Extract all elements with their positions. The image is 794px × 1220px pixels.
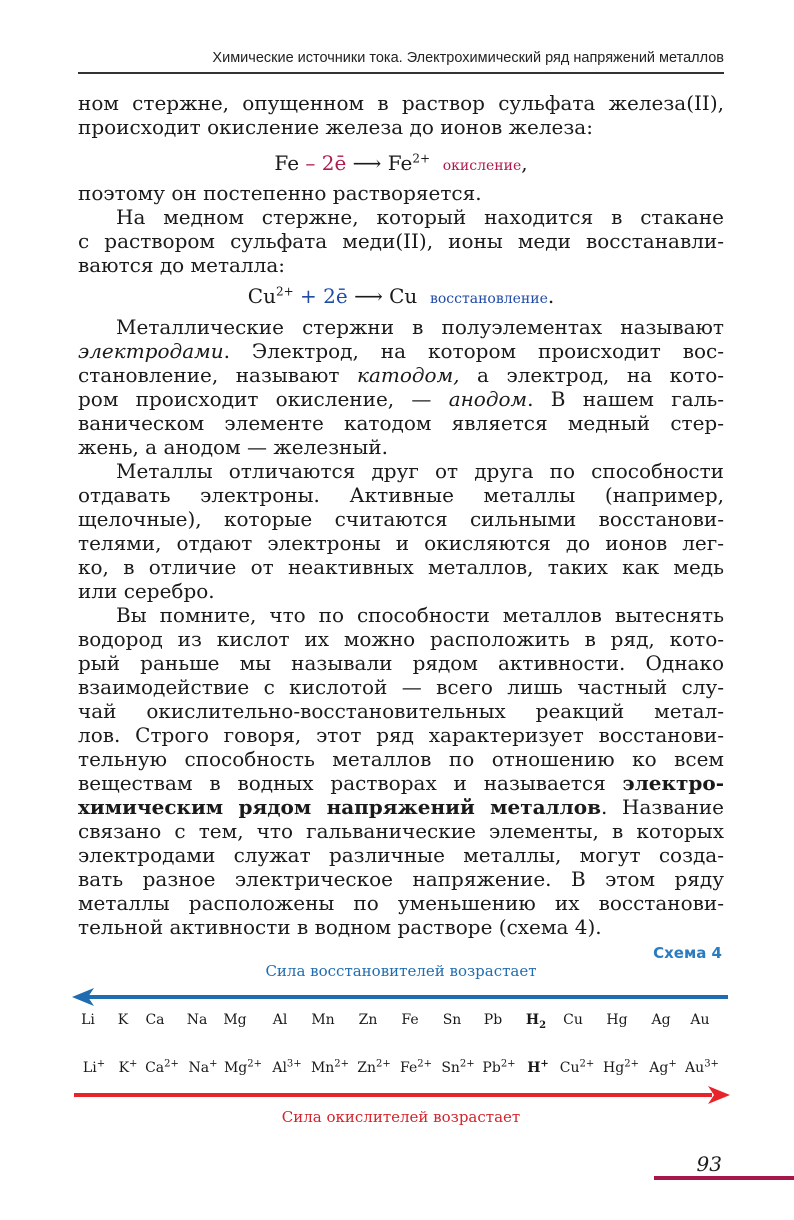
charge: 2+ — [275, 284, 294, 299]
metal-symbol: Li — [81, 1012, 95, 1028]
paragraph-line: вать разное электрическое напряжение. В этом ряду — [78, 867, 724, 891]
paragraph-line: с раствором сульфата меди(II), ионы меди восстанавли- — [78, 229, 724, 253]
metal-symbol: Au — [690, 1012, 710, 1028]
metal-symbol: Fe — [401, 1012, 419, 1028]
ion-symbol: $Hg^{2+}$ — [603, 1058, 639, 1076]
paragraph-line: поэтому он постепенно растворяется. — [78, 181, 482, 205]
paragraph-line: ваническом элементе катодом является медный стер- — [78, 411, 724, 435]
electron-term: + 2ē — [300, 284, 348, 308]
paragraph-line: лов. Строго говоря, этот ряд характеризует восстанови- — [78, 723, 724, 747]
paragraph-line: тельную способность металлов по отношению ко всем — [78, 747, 724, 771]
metal-symbol: Al — [272, 1012, 288, 1028]
reduction-label: восстановление — [430, 291, 548, 307]
metal-symbol: Ca — [145, 1012, 165, 1028]
oxidation-label: окисление — [442, 158, 522, 174]
charge: 2+ — [412, 151, 431, 166]
paragraph-line: Металлы отличаются друг от друга по способности — [116, 459, 724, 483]
paragraph-line: щелочные), которые считаются сильными восстанови- — [78, 507, 724, 531]
ion-symbol: $Ca^{2+}$ — [145, 1058, 179, 1076]
oxidizers-caption: Сила окислителей возрастает — [281, 1108, 521, 1126]
metal-symbol: Zn — [358, 1012, 378, 1028]
reduction-equation: $Cu^{2+}$ + 2ē ⟶ Cu восстановление. — [247, 284, 555, 308]
metal-symbol: Hg — [606, 1012, 628, 1028]
oxidation-equation: Fe – 2ē ⟶ $Fe^{2+}$ окисление, — [274, 151, 528, 175]
ion-symbol: $Au^{3+}$ — [685, 1058, 719, 1076]
metal-symbol: Mn — [311, 1012, 335, 1028]
cu-ion: Cu — [247, 284, 276, 308]
reducing-strength-arrow — [70, 986, 732, 1008]
paragraph-line: жень, а анодом — железный. — [78, 435, 388, 459]
reducers-caption: Сила восстановителей возрастает — [265, 962, 537, 980]
header-rule — [78, 72, 724, 74]
paragraph-line: Вы помните, что по способности металлов вытеснять — [116, 603, 724, 627]
paragraph-line: водород из кислот их можно расположить в ряд, кото- — [78, 627, 724, 651]
metal-symbol: Sn — [442, 1012, 462, 1028]
paragraph-line: происходит окисление железа до ионов железа: — [78, 115, 593, 139]
paragraph-line: На медном стержне, который находится в стакане — [116, 205, 724, 229]
paragraph-line: электродами. Электрод, на котором происходит вос- — [78, 339, 724, 363]
paragraph-line: ром происходит окисление, — анодом. В нашем галь- — [78, 387, 725, 411]
page-number: 93 — [696, 1152, 722, 1176]
paragraph-line: телями, отдают электроны и окисляются до ионов лег- — [78, 531, 724, 555]
paragraph-line: химическим рядом напряжений металлов. Название — [78, 795, 724, 819]
ion-symbol: Li+ — [82, 1058, 106, 1076]
ion-symbol: $Zn^{2+}$ — [357, 1058, 391, 1076]
metal-symbol: Ag — [651, 1012, 671, 1028]
schema-title: Схема 4 — [653, 944, 722, 962]
ion-symbol: H+ — [527, 1058, 549, 1076]
paragraph-line: тельной активности в водном растворе (схема 4). — [78, 915, 602, 939]
ion-symbol: $Cu^{2+}$ — [559, 1058, 595, 1076]
paragraph-line: связано с тем, что гальванические элементы, в которых — [78, 819, 724, 843]
ion-symbol: $Al^{3+}$ — [272, 1058, 302, 1076]
footer-bar — [654, 1176, 794, 1180]
paragraph-line: веществам в водных растворах и называется электро- — [78, 771, 724, 795]
paragraph-line: взаимодействие с кислотой — всего лишь частный слу- — [78, 675, 724, 699]
fe-symbol: Fe — [274, 151, 300, 175]
paragraph-line: металлы расположены по уменьшению их восстанови- — [78, 891, 724, 915]
product: ⟶ Fe — [352, 151, 413, 175]
paragraph-line: Металлические стержни в полуэлементах называют — [116, 315, 724, 339]
metal-symbol: $H_2$ — [525, 1012, 547, 1031]
paragraph-line: рый раньше мы называли рядом активности. Однако — [78, 651, 724, 675]
electron-term: – 2ē — [305, 151, 347, 175]
paragraph-line: или серебро. — [78, 579, 215, 603]
paragraph-line: чай окислительно-восстановительных реакций метал- — [78, 699, 724, 723]
ion-symbol: $Pb^{2+}$ — [482, 1058, 516, 1076]
product: ⟶ Cu — [354, 284, 418, 308]
ion-symbol: $Mn^{2+}$ — [310, 1058, 350, 1076]
ion-symbol: K+ — [118, 1058, 138, 1076]
paragraph-line: ном стержне, опущенном в раствор сульфата железа(II), — [78, 91, 724, 115]
ion-symbol: Ag+ — [649, 1058, 677, 1076]
paragraph-line: ваются до металла: — [78, 253, 286, 277]
ion-symbol: $Sn^{2+}$ — [441, 1058, 475, 1076]
metal-symbol: Pb — [483, 1012, 503, 1028]
paragraph-line: становление, называют катодом, а электрод, на кото- — [78, 363, 725, 387]
oxidizing-strength-arrow — [70, 1084, 732, 1106]
paragraph-line: ко, в отличие от неактивных металлов, таких как медь — [78, 555, 724, 579]
ion-symbol: Na+ — [188, 1058, 218, 1076]
running-header: Химические источники тока. Электрохимический ряд напряжений металлов — [212, 50, 724, 66]
paragraph-line: электродами служат различные металлы, могут созда- — [78, 843, 724, 867]
ion-symbol: $Fe^{2+}$ — [400, 1058, 432, 1076]
ion-symbol: $Mg^{2+}$ — [223, 1058, 263, 1076]
metal-symbol: Cu — [563, 1012, 583, 1028]
metal-symbol: Na — [186, 1012, 208, 1028]
metal-symbol: Mg — [223, 1012, 247, 1028]
metal-symbol: K — [117, 1012, 129, 1028]
paragraph-line: отдавать электроны. Активные металлы (например, — [78, 483, 724, 507]
